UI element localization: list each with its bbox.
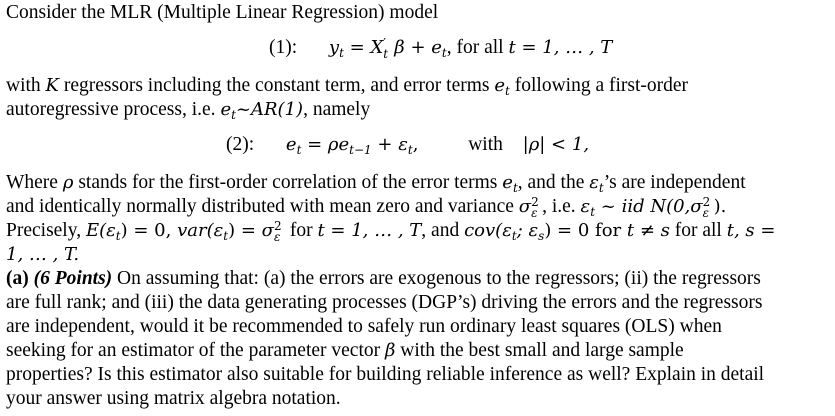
paragraph-1-line-1: with K regressors including the constant term, and error terms $e_t$ following a first-order <box>6 75 689 98</box>
question-line-4: seeking for an estimator of the parameter vector β with the best small and large sample <box>6 340 684 361</box>
paragraph-2-line-1: Where ρ stands for the first-order correlation of the error terms $e_t$, and the $\varepsilon_t’s$ are independent <box>6 172 746 195</box>
equation-1: (1): $y_t = X$ ′ t $\beta + e_t$, for all t = 1, … , T <box>269 36 613 61</box>
question-line-2: are full rank; and (iii) the data generating processes (DGP’s) driving the errors and the regressors <box>6 292 763 313</box>
question-tag: (a) <box>6 268 29 289</box>
question-points: (6 Points) <box>33 268 113 289</box>
paragraph-2-line-3: Precisely, $E(\varepsilon_t) = 0$, $var(\varepsilon_t) = \sigma$ 2 ε for t = 1, … , T, and $cov(\varepsilon_t$; $\varepsilon_s) = 0$ for t ≠ s for all t, s = <box>6 219 776 244</box>
paragraph-2-line-2: and identically normally distributed with mean zero and variance σ 2 ε , i.e. $\varepsilon_t$ ~ iid N(0,σ 2 ε ). <box>6 195 727 220</box>
equation-1-label: (1): <box>269 37 298 58</box>
equation-2: (2): $e_t = \rho e_{t-1} + \varepsilon_t$, with |ρ| < 1, <box>226 134 590 157</box>
question-line-3: are independent, would it be recommended to safely run ordinary least squares (OLS) when <box>6 316 722 337</box>
question-line-6: your answer using matrix algebra notation. <box>6 388 341 409</box>
paragraph-2-line-4: 1, … , T. <box>6 244 80 265</box>
question-line-1: (a) (6 Points) On assuming that: (a) the errors are exogenous to the regressors; (ii) the regressors <box>6 268 761 289</box>
equation-2-label: (2): <box>226 134 255 155</box>
question-line-5: properties? Is this estimator also suitable for building reliable inference as well? Explain in detail <box>6 364 765 385</box>
intro-text: Consider the MLR (Multiple Linear Regression) model <box>6 2 439 23</box>
paragraph-1-line-2: autoregressive process, i.e. $e_t\sim AR(1)$, namely <box>6 99 371 122</box>
